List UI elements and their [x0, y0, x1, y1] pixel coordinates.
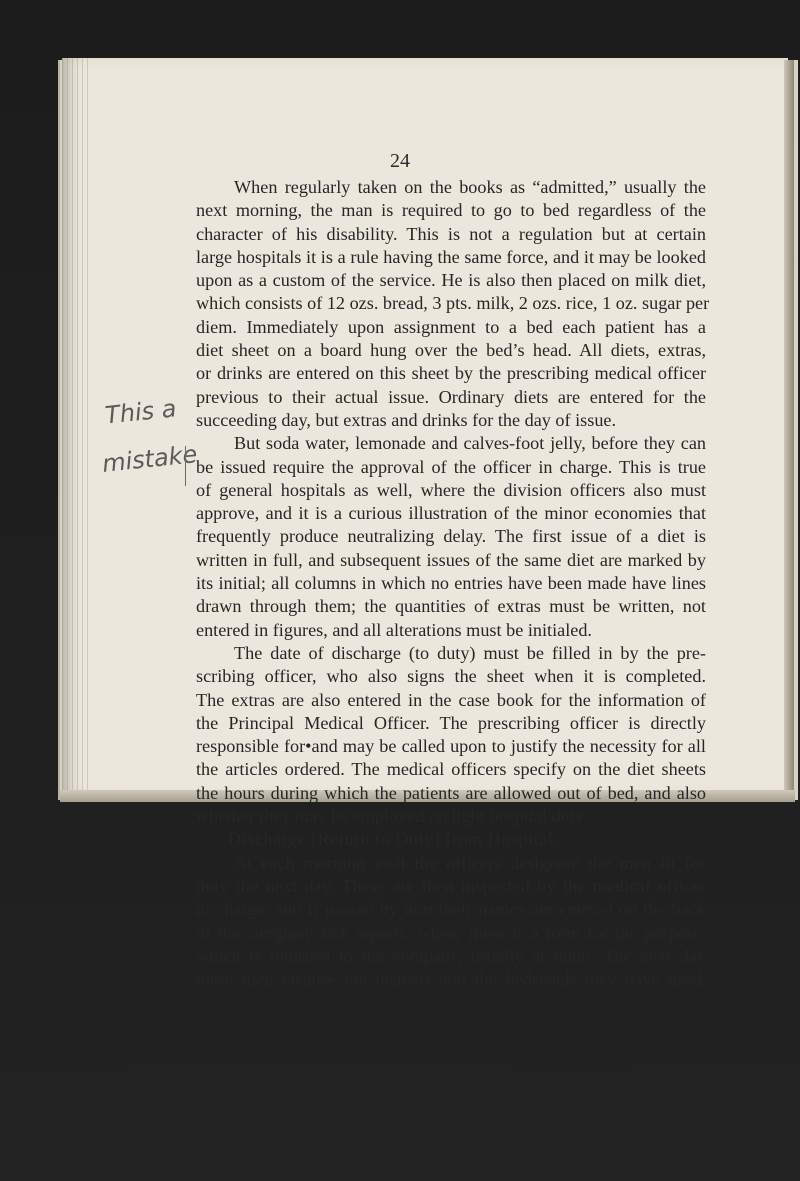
- text-line: character of his disability. This is not a regulation but at certain: [196, 223, 706, 244]
- text-line: these men cleanse the utensils and the bedsteads they have used,: [196, 969, 706, 990]
- paragraph: [196, 852, 706, 992]
- text-line: the articles ordered. The medical officers specify on the diet sheets: [196, 759, 706, 780]
- text-line: scribing officer, who also signs the sheet when it is completed.: [196, 666, 706, 687]
- body-text: [196, 176, 710, 991]
- text-line: the Principal Medical Officer. The prescribing officer is directly: [196, 712, 706, 733]
- text-line: which consists of 12 ozs. bread, 3 pts. milk, 2 ozs. rice, 1 oz. sugar per: [196, 293, 710, 314]
- text-line: succeeding day, but extras and drinks for the day of issue.: [196, 409, 617, 430]
- text-line: The extras are also entered in the case book for the information of: [196, 689, 706, 710]
- page-number: 24: [390, 150, 410, 172]
- page-right-edge: [784, 60, 794, 795]
- page-gutter: [62, 58, 92, 796]
- text-line: entered in figures, and all alterations must be initialed.: [196, 619, 592, 640]
- paragraph: [196, 176, 710, 432]
- text-line: frequently produce neutralizing delay. The first issue of a diet is: [196, 526, 706, 547]
- text-line: But soda water, lemonade and calves-foot jelly, before they can: [234, 433, 706, 454]
- text-line: diet sheet on a board hung over the bed’s head. All diets, extras,: [196, 340, 706, 361]
- text-line: its initial; all columns in which no entries have been made have lines: [196, 573, 706, 594]
- paragraph: [196, 642, 706, 828]
- text-line: responsible for•and may be called upon to justify the necessity for all: [196, 736, 706, 757]
- text-line: which is returned to the company, usually at noon. The next day: [196, 945, 706, 966]
- text-line: approve, and it is a curious illustration of the minor economies that: [196, 503, 706, 524]
- margin-annotation: This a: [103, 394, 178, 430]
- text-line: upon as a custom of the service. He is also then placed on milk diet,: [196, 270, 706, 291]
- text-line: next morning, the man is required to go to bed regardless of the: [196, 200, 706, 221]
- margin-bracket: [185, 446, 194, 486]
- text-line: At each morning visit the officers designate the men fit for: [234, 852, 706, 873]
- paragraph: [196, 432, 706, 642]
- text-line: of the company sick reports, where there is a form for the purpose,: [196, 922, 706, 943]
- text-line: duty the next day. These are then inspected by the medical officer: [196, 875, 706, 896]
- text-line: When regularly taken on the books as “admitted,” usually the: [234, 177, 706, 197]
- section-heading: Discharge [Return to Duty] from Hospital.: [228, 829, 559, 850]
- text-line: or drinks are entered on this sheet by the prescribing medical officer: [196, 363, 706, 384]
- text-line: large hospitals it is a rule having the same force, and it may be looked: [196, 246, 706, 267]
- text-line: The date of discharge (to duty) must be filled in by the pre-: [234, 642, 706, 663]
- text-line: written in full, and subsequent issues of the same diet are marked by: [196, 549, 706, 570]
- text-line: drawn through them; the quantities of extras must be written, not: [196, 596, 706, 617]
- text-line: be issued require the approval of the officer in charge. This is true: [196, 456, 706, 477]
- text-line: in charge, and if passed by him their names are entered on the back: [196, 899, 706, 920]
- margin-annotation: mistake: [100, 440, 199, 478]
- text-line: diem. Immediately upon assignment to a bed each patient has a: [196, 316, 706, 337]
- text-line: previous to their actual issue. Ordinary diets are entered for the: [196, 386, 706, 407]
- text-line: the hours during which the patients are allowed out of bed, and also: [196, 782, 706, 803]
- text-line: whether they may be employed on light hospital duty.: [196, 806, 588, 827]
- text-line: of general hospitals as well, where the division officers also must: [196, 479, 706, 500]
